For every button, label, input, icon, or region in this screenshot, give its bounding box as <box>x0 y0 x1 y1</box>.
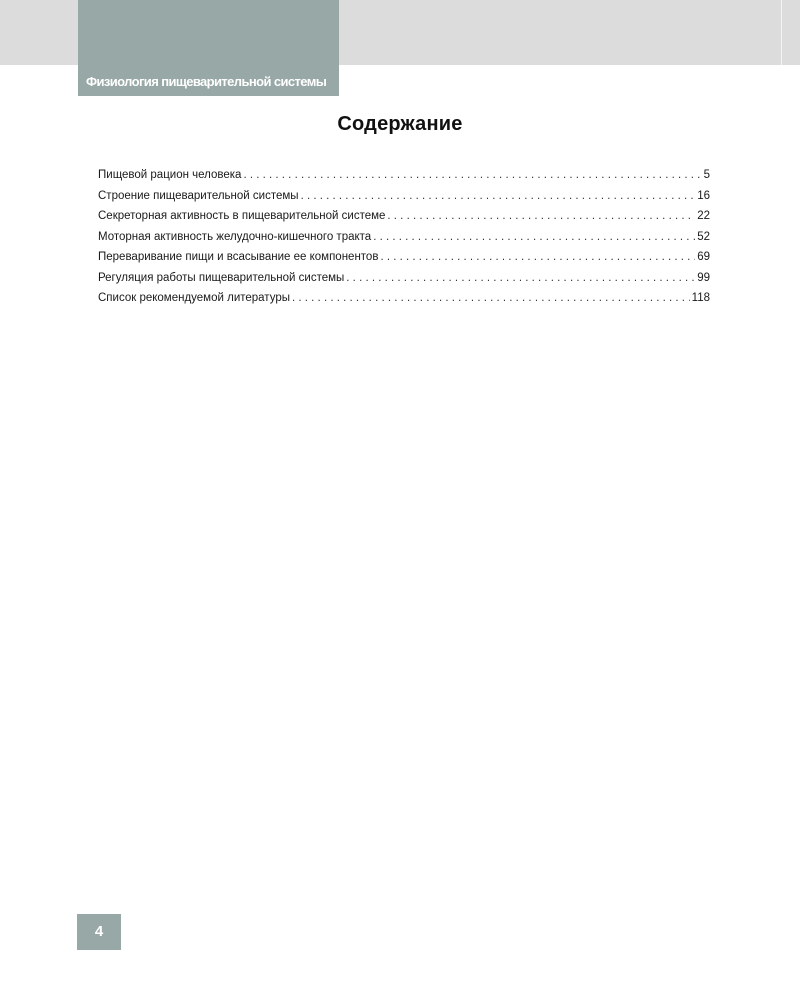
toc-leader-dots <box>243 165 701 186</box>
toc-entry <box>98 288 710 309</box>
table-of-contents <box>98 165 710 309</box>
toc-entry <box>98 247 710 268</box>
toc-entry <box>98 186 710 207</box>
toc-entry-label: Переваривание пищи и всасывание ее компонентов <box>98 251 379 263</box>
toc-entry <box>98 165 710 186</box>
running-header-title: Физиология пищеварительной системы <box>86 74 327 89</box>
toc-entry-label: Строение пищеварительной системы <box>98 189 299 202</box>
toc-entry-page: 99 <box>697 271 710 284</box>
toc-entry-page: 5 <box>703 169 710 181</box>
toc-entry-label: Список рекомендуемой литературы <box>98 292 290 304</box>
toc-entry-page: 52 <box>697 230 710 243</box>
toc-leader-dots <box>380 247 695 268</box>
top-band-rule <box>781 0 782 65</box>
toc-entry-page: 16 <box>697 189 710 202</box>
toc-entry-label: Моторная активность желудочно-кишечного тракта <box>98 230 372 243</box>
toc-leader-dots <box>301 186 696 207</box>
toc-entry <box>98 268 710 289</box>
toc-entry-label: Регуляция работы пищеварительной системы <box>98 271 345 284</box>
page-number: 4 <box>94 923 104 940</box>
page-title: Содержание <box>337 113 463 135</box>
toc-entry-label: Пищевой рацион человека <box>98 169 242 181</box>
toc-entry <box>98 206 710 227</box>
toc-leader-dots <box>373 227 695 248</box>
toc-leader-dots <box>387 206 695 227</box>
toc-entry-page: 22 <box>697 210 710 222</box>
toc-entry <box>98 227 710 248</box>
toc-entry-page: 118 <box>691 292 710 304</box>
toc-entry-label: Секреторная активность в пищеварительной системе <box>98 210 386 222</box>
toc-leader-dots <box>292 288 690 309</box>
toc-entry-page: 69 <box>697 251 710 263</box>
toc-leader-dots <box>346 268 695 289</box>
